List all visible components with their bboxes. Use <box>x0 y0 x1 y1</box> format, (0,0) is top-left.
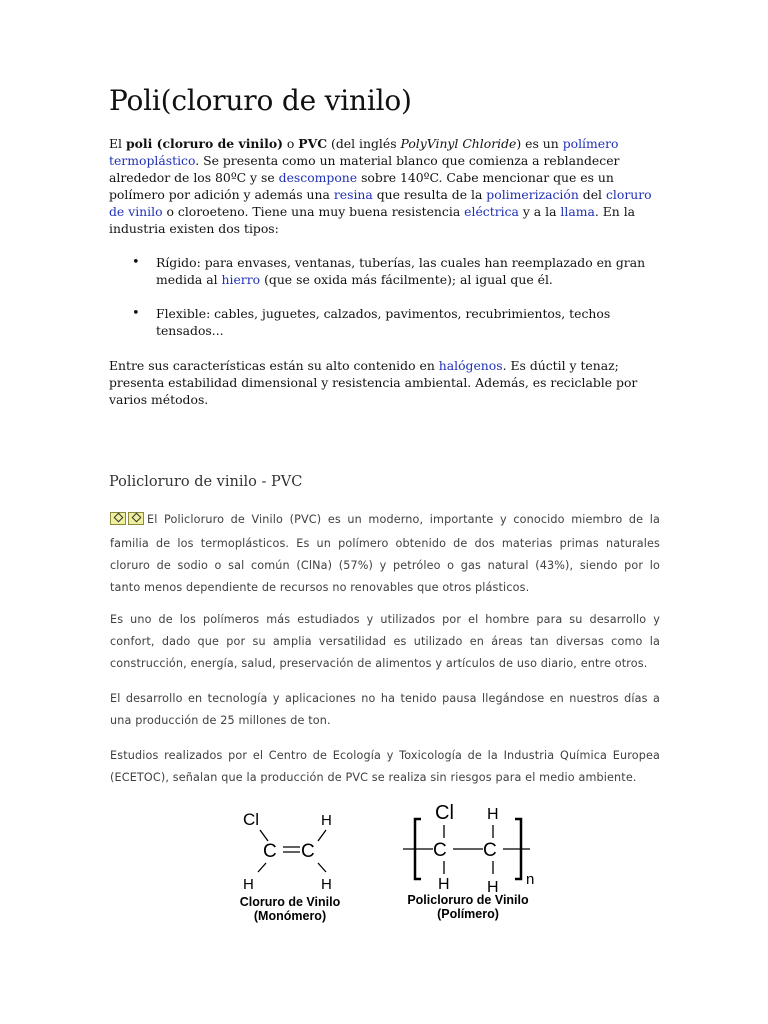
term-english: PolyVinyl Chloride <box>400 136 517 151</box>
list-item-flexible: • Flexible: cables, juguetes, calzados, pavimentos, recubrimientos, techos tensados... <box>132 306 611 338</box>
bond-line <box>260 830 268 841</box>
section-paragraph-3: El desarrollo en tecnología y aplicaciones no ha tenido pausa llegándose en nuestros días a una producción de 25 millones de ton. <box>110 692 660 727</box>
list-item-rigido: • Rígido: para envases, ventanas, tuberías, las cuales han reemplazado en gran medida al hierro (que se oxida más fácilmente); al igual que él. <box>132 255 646 287</box>
intro-line-2: termoplástico. Se presenta como un material blanco que comienza a reblandecer <box>109 153 620 168</box>
monomer-caption-line-2: (Monómero) <box>253 909 327 923</box>
polymer-c2-label: C <box>483 840 497 861</box>
section-title: Policloruro de vinilo - PVC <box>109 474 303 490</box>
intro-line-6: industria existen dos tipos: <box>109 221 279 236</box>
term-poli-cloruro: poli (cloruro de vinilo) <box>125 136 283 151</box>
monomer-h-bottom-right-label: H <box>321 876 332 893</box>
monomer-h-bottom-left-label: H <box>243 876 254 893</box>
polymer-caption-line-1: Policloruro de Vinilo <box>407 893 529 907</box>
monomer-cl-label: Cl <box>243 810 260 829</box>
polymer-caption-line-2: (Polímero) <box>437 907 499 921</box>
link-polimero[interactable]: polímero <box>562 136 619 151</box>
bond-line <box>258 863 266 872</box>
inline-image-icon <box>110 511 146 533</box>
pvc-structure-diagram <box>225 795 555 930</box>
polymer-structure <box>403 802 534 921</box>
intro-paragraph <box>109 135 669 237</box>
link-llama[interactable]: llama <box>560 204 595 219</box>
link-hierro[interactable]: hierro <box>221 272 261 287</box>
intro-line-4: polímero por adición y además una resina que resulta de la polimerización del cloruro <box>109 187 652 202</box>
bullet-icon: • <box>132 306 140 321</box>
polymer-n-subscript: n <box>526 871 535 888</box>
section-paragraph-4: Estudios realizados por el Centro de Ecología y Toxicología de la Industria Química Europea (ECETOC), señalan que la producción de PVC se realiza sin riesgos para el medio ambiente. <box>110 749 660 784</box>
monomer-c1-label: C <box>263 841 277 862</box>
intro-line-3: alrededor de los 80ºC y se descompone sobre 140ºC. Cabe mencionar que es un <box>109 170 614 185</box>
monomer-c2-label: C <box>301 841 315 862</box>
page-title: Poli(cloruro de vinilo) <box>109 84 412 117</box>
section-paragraph-2: Es uno de los polímeros más estudiados y utilizados por el hombre para su desarrollo y confort, dado que por su amplia versatilidad es utilizado en áreas tan diversas como la construcción, energía, salud, preservación de alimentos y artículos de uso diario, entre otros. <box>110 613 660 670</box>
bond-line <box>318 830 326 841</box>
link-resina[interactable]: resina <box>333 187 373 202</box>
link-cloruro[interactable]: cloruro <box>605 187 652 202</box>
link-descompone[interactable]: descompone <box>278 170 358 185</box>
link-polimerizacion[interactable]: polimerización <box>486 187 579 202</box>
polymer-cl-label: Cl <box>435 802 454 824</box>
link-halogenos[interactable]: halógenos <box>438 358 503 373</box>
intro-line-5: de vinilo o cloroeteno. Tiene una muy buena resistencia eléctrica y a la llama. En la <box>109 204 636 219</box>
link-termoplastico[interactable]: termoplástico <box>109 153 196 168</box>
monomer-structure <box>240 810 341 923</box>
characteristics-paragraph: Entre sus características están su alto contenido en halógenos. Es dúctil y tenaz; presenta estabilidad dimensional y resistencia ambiental. Además, es reciclable por varios métodos. <box>109 358 638 407</box>
polymer-h-top-label: H <box>487 806 499 823</box>
bullet-icon: • <box>132 255 140 270</box>
polymer-c1-label: C <box>433 840 447 861</box>
monomer-h-top-label: H <box>321 812 332 829</box>
link-de-vinilo[interactable]: de vinilo <box>109 204 163 219</box>
types-list <box>109 254 649 356</box>
polymer-h-bottom-left-label: H <box>438 876 450 893</box>
bond-line <box>318 863 326 872</box>
section-paragraph-1: El Policloruro de Vinilo (PVC) es un moderno, importante y conocido miembro de la familia de los termoplásticos. Es un polímero obtenido de dos materias primas naturales cloruro de sodio o sal común (ClNa) (57%) y petróleo o gas natural (43%), siendo por lo tanto menos dependiente de recursos no renovables que otros plásticos. <box>110 513 660 594</box>
polymer-h-bottom-right-label: H <box>487 879 499 896</box>
link-electrica[interactable]: eléctrica <box>464 204 519 219</box>
term-pvc: PVC <box>298 136 328 151</box>
monomer-caption-line-1: Cloruro de Vinilo <box>239 895 341 909</box>
intro-line-1: El poli (cloruro de vinilo) o PVC (del inglés PolyVinyl Chloride) es un polímero <box>109 136 619 151</box>
